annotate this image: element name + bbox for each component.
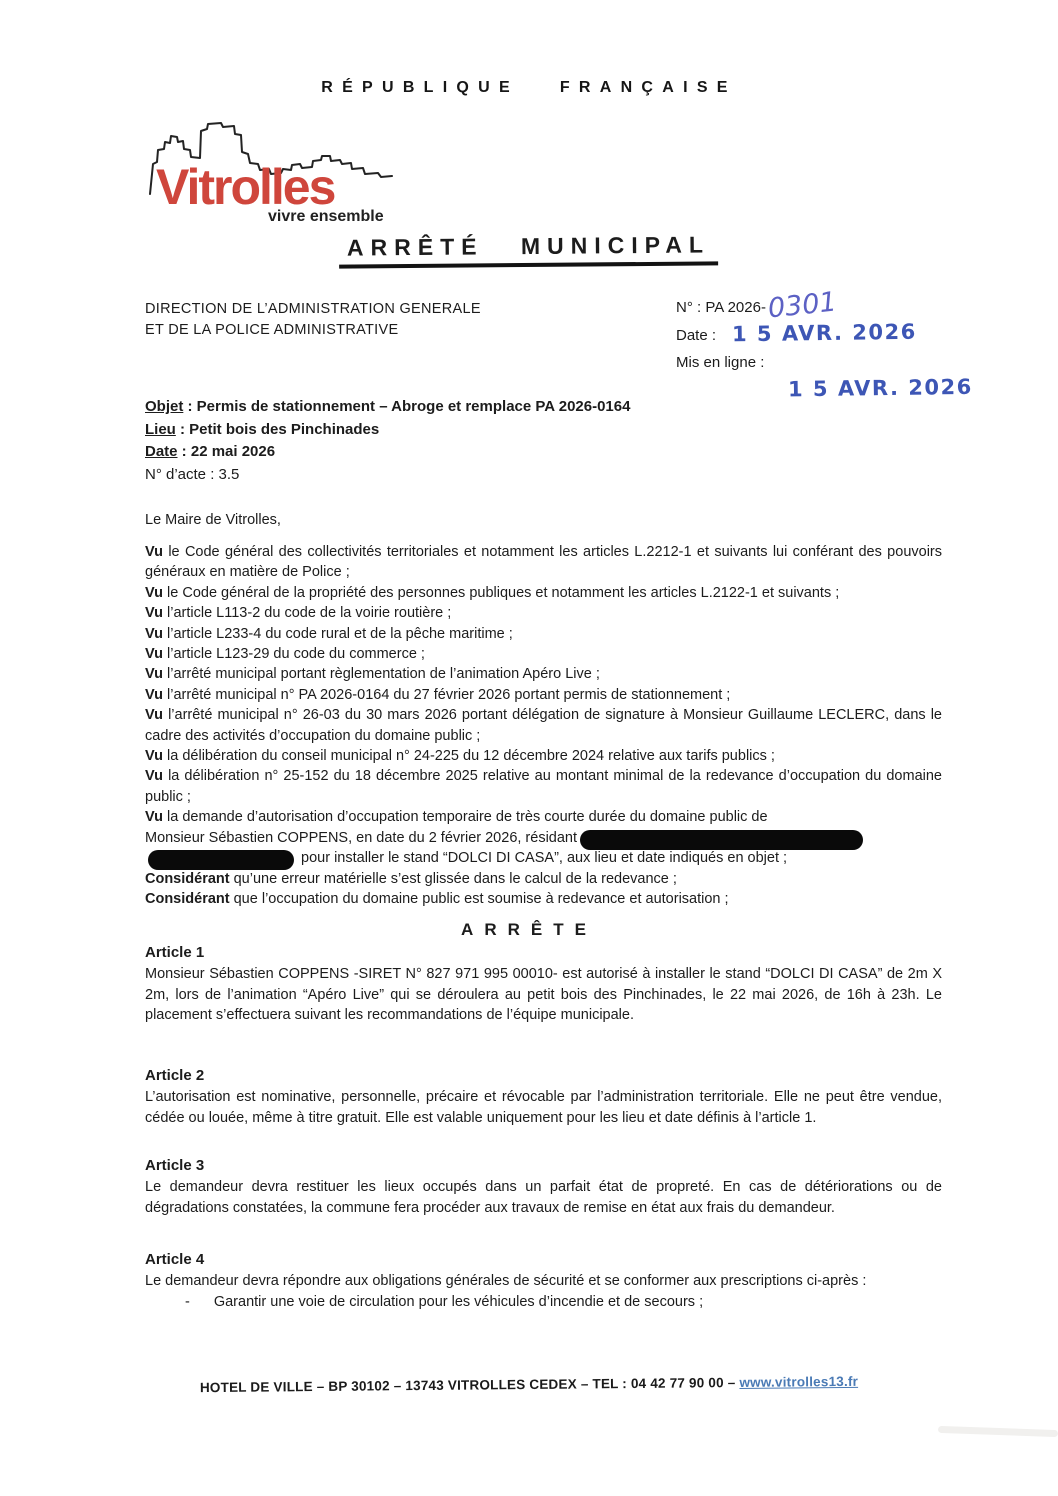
numero-label: N° : PA 2026- [676,299,766,316]
article-2-heading: Article 2 [145,1067,205,1084]
republique-heading: RÉPUBLIQUE FRANÇAISE [321,79,737,96]
footer-text: HOTEL DE VILLE – BP 30102 – 13743 VITROLLES CEDEX – TEL : 04 42 77 90 00 – [199,1374,740,1396]
salutation: Le Maire de Vitrolles, [145,512,281,528]
date-line: Date : 22 mai 2026 [145,443,276,460]
article-1 [145,943,942,1026]
vitrolles-logo [140,116,460,226]
handwritten-number: 0301 [766,286,839,325]
meta-block [676,286,986,402]
vu-paragraph: Vu le Code général de la propriété des personnes publiques et notamment les articles L.2122-1 et suivants ; [145,584,840,601]
article-3-heading: Article 3 [145,1157,205,1174]
vu-paragraph: Vu l’article L113-2 du code de la voirie routière ; [145,605,452,622]
vu-paragraph: Vu le Code général des collectivités territoriales et notamment les articles L.2212-1 et suivants lui conférant des pouvoirs généraux en matière de Police ; [145,544,942,581]
online-stamp: 1 5 AVR. 2026 [787,374,973,402]
footer-link[interactable]: www.vitrolles13.fr [739,1373,859,1390]
arrete-heading: ARRÊTE [461,920,597,939]
considerant-paragraph: Considérant qu’une erreur matérielle s’est glissée dans le calcul de la redevance ; [145,870,677,887]
article-3-text: Le demandeur devra restituer les lieux occupés dans un parfait état de propreté. En cas de détériorations ou de dégradations constatées, la commune fera procéder aux travaux de remise en état aux frais du demandeur. [145,1178,942,1216]
vu-paragraph: Vu l’article L123-29 du code du commerce ; [145,646,425,663]
article-1-heading: Article 1 [145,944,205,961]
vu-paragraph: Vu la délibération n° 25-152 du 18 décembre 2025 relative au montant minimal de la redevance d’occupation du domaine public ; [145,768,942,805]
vu-paragraph: Vu la délibération du conseil municipal n° 24-225 du 12 décembre 2024 relative aux tarifs publics ; [145,748,775,765]
article-2 [145,1066,942,1128]
document-title: ARRÊTÉ MUNICIPAL [0,233,1058,267]
article-3 [145,1156,942,1218]
acte-line: N° d’acte : 3.5 [145,465,240,483]
article-2-text: L’autorisation est nominative, personnelle, précaire et révocable par l’administration territoriale. Elle ne peut être vendue, cédée ou louée, même à titre gratuit. Elle est valable uniquement pour les lieu et date définis à l’article 1. [145,1088,942,1126]
online-label: Mis en ligne : [676,354,765,371]
vu-paragraph: Vu l’arrêté municipal portant règlementation de l’animation Apéro Live ; [145,666,600,683]
vu-paragraph: Vu l’article L233-4 du code rural et de la pêche maritime ; [145,625,513,642]
objet-line: Objet : Permis de stationnement – Abroge et remplace PA 2026-0164 [145,398,631,415]
date-label: Date : [676,327,717,344]
article-4-bullet [145,1292,942,1313]
vu-paragraph: Vu l’arrêté municipal n° 26-03 du 30 mars 2026 portant délégation de signature à Monsieur Guillaume LECLERC, dans le cadre des activités d’occupation du domaine public ; [145,707,942,744]
redaction-bar [580,830,863,850]
article-4 [145,1250,942,1312]
article-4-heading: Article 4 [145,1251,205,1268]
lieu-line: Lieu : Petit bois des Pinchinades [145,420,380,438]
considerant-paragraph: Considérant que l’occupation du domaine public est soumise à redevance et autorisation ; [145,890,729,907]
bullet-dash: - [185,1293,190,1310]
redaction-bar [148,850,294,870]
direction-line-2: ET DE LA POLICE ADMINISTRATIVE [145,321,399,338]
date-stamp: 1 5 AVR. 2026 [731,319,917,347]
direction-block [145,299,481,340]
article-1-text: Monsieur Sébastien COPPENS -SIRET N° 827 971 995 00010- est autorisé à installer le stand “DOLCI DI CASA” de 2m X 2m, lors de l’animation “Apéro Live” qui se déroulera au petit bois des Pinchinades, le 22 mai 2026, de 16h à 23h. Le placement s’effectuera suivant les recommandations de l’équipe municipale. [145,965,942,1024]
subject-block [145,396,630,486]
article-4-text: Le demandeur devra répondre aux obligations générales de sécurité et se conformer aux prescriptions ci-après : [145,1272,867,1289]
vu-list [145,542,942,909]
logo-tagline: vivre ensemble [268,208,384,225]
footer [0,1372,1058,1397]
vu-paragraph: Vu l’arrêté municipal n° PA 2026-0164 du 27 février 2026 portant permis de stationnement ; [145,686,731,703]
scan-artifact [938,1426,1058,1437]
bullet-text: Garantir une voie de circulation pour les véhicules d’incendie et de secours ; [213,1293,704,1310]
direction-line-1: DIRECTION DE L’ADMINISTRATION GENERALE [145,301,481,317]
logo-name: Vitrolles [156,159,335,215]
vu-paragraph-redacted: Vu la demande d’autorisation d’occupation temporaire de très courte durée du domaine public de Monsieur Sébastien COPPENS, en date du 2 février 2026, résidant pour installer le stand “DOLCI DI CASA”, aux lieu et date indiqués en objet ; [145,807,942,868]
